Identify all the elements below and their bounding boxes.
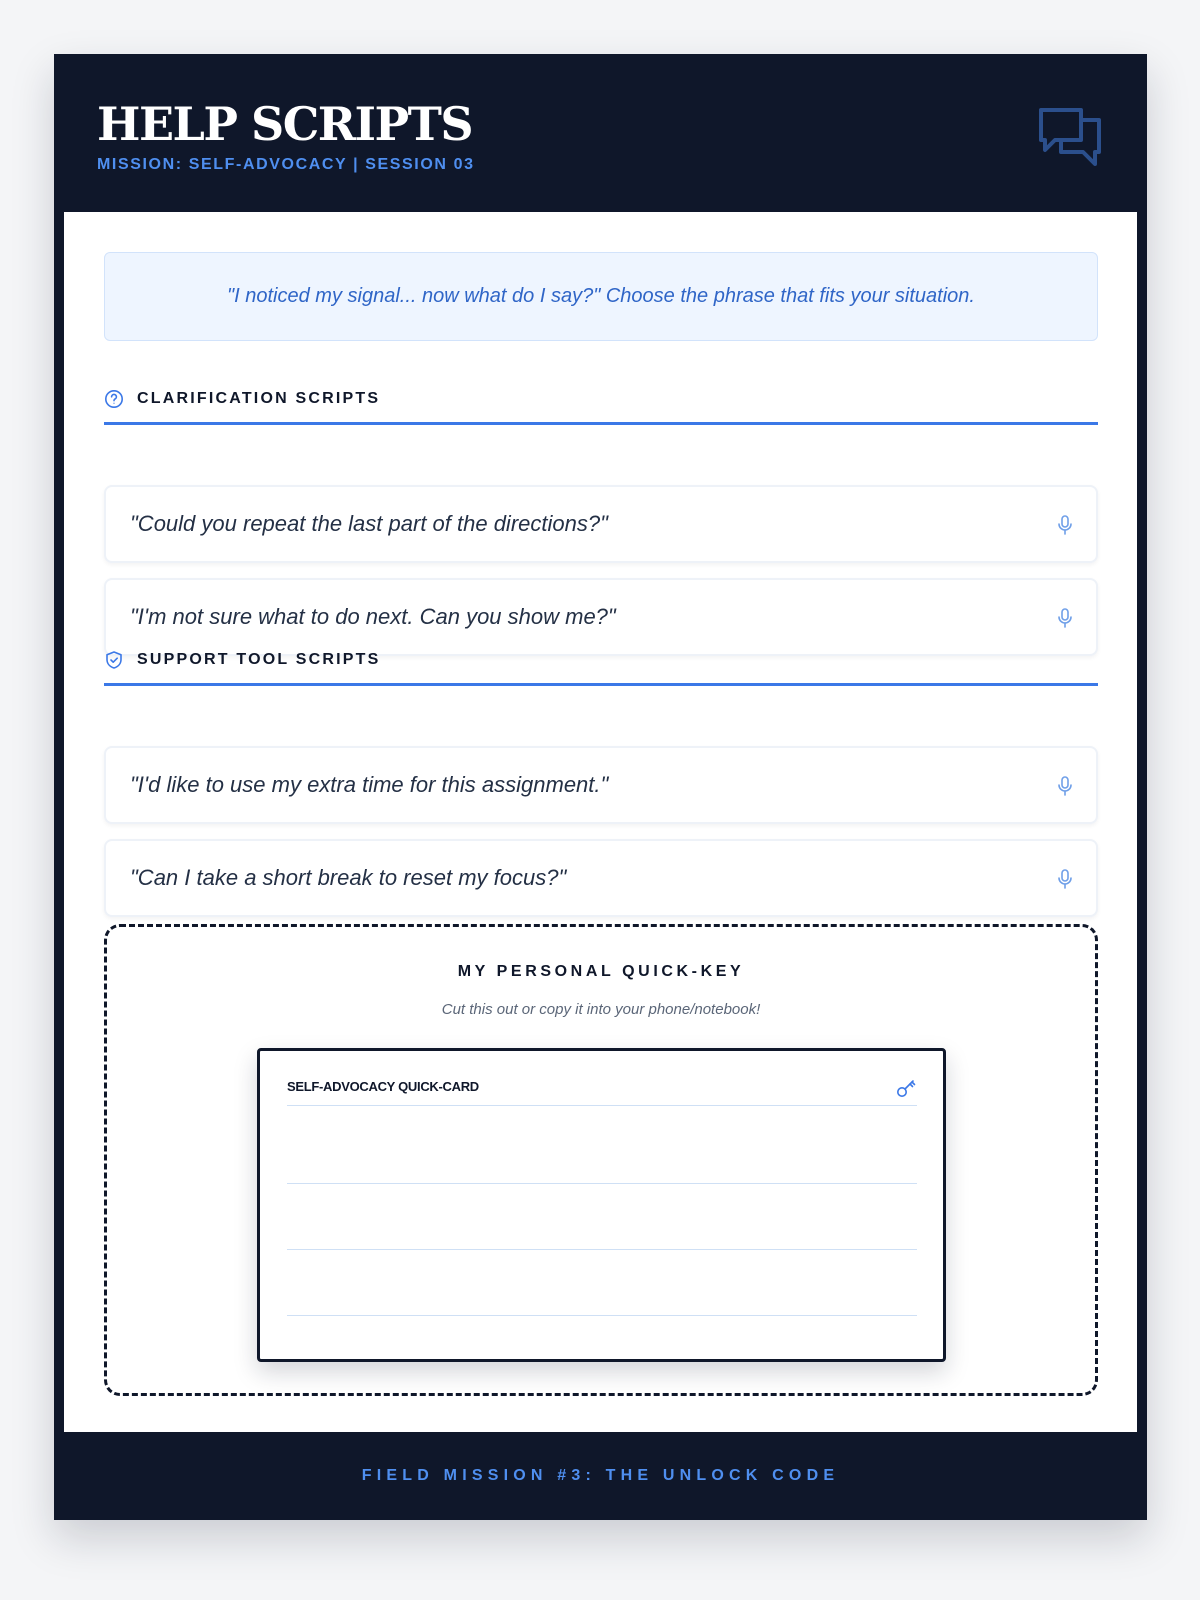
section-title: CLARIFICATION SCRIPTS [137,390,381,407]
worksheet-page [54,54,1147,1520]
write-line [287,1183,917,1184]
page-title: HELP SCRIPTS [97,97,473,151]
section-header-clarification [104,385,1098,425]
section-header-support-tools [104,646,1098,686]
script-card[interactable] [104,746,1098,824]
key-icon [895,1077,917,1099]
microphone-icon[interactable] [1056,514,1074,536]
microphone-icon[interactable] [1056,775,1074,797]
header [54,54,1147,212]
script-card[interactable] [104,839,1098,917]
quick-card-title: SELF-ADVOCACY QUICK-CARD [287,1079,479,1094]
write-line [287,1249,917,1250]
quick-card [257,1048,946,1362]
script-card[interactable] [104,485,1098,563]
script-text: "I'm not sure what to do next. Can you show me?" [130,604,616,629]
script-text: "Can I take a short break to reset my focus?" [130,865,567,890]
write-line [287,1105,917,1106]
script-card[interactable] [104,578,1098,656]
page-subtitle: MISSION: SELF-ADVOCACY | SESSION 03 [97,156,475,173]
microphone-icon[interactable] [1056,868,1074,890]
question-circle-icon [104,389,124,409]
script-text: "I'd like to use my extra time for this assignment." [130,772,609,797]
script-text: "Could you repeat the last part of the directions?" [130,511,608,536]
quick-key-subtitle: Cut this out or copy it into your phone/notebook! [441,1001,761,1018]
write-line [287,1315,917,1316]
intro-callout: "I noticed my signal... now what do I say?" Choose the phrase that fits your situation. [104,252,1098,341]
quick-key-cutout [104,924,1098,1396]
microphone-icon[interactable] [1056,607,1074,629]
footer: FIELD MISSION #3: THE UNLOCK CODE [361,1467,840,1484]
quick-key-title: MY PERSONAL QUICK-KEY [457,963,745,980]
section-title: SUPPORT TOOL SCRIPTS [137,651,381,668]
shield-check-icon [104,650,124,670]
content-area [64,212,1137,1432]
chat-bubbles-icon [1037,106,1103,170]
